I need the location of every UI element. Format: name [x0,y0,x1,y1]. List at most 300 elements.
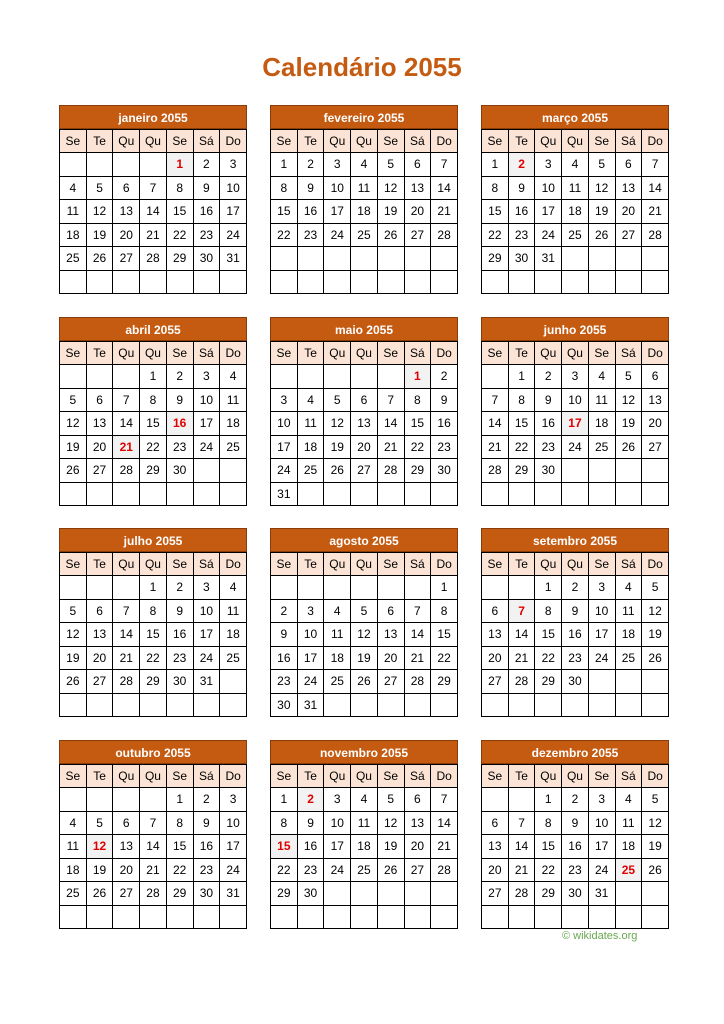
day-cell[interactable]: 12 [60,412,87,436]
day-cell[interactable]: 28 [482,459,509,483]
day-cell[interactable]: 25 [562,223,589,247]
day-cell[interactable]: 25 [297,459,324,483]
day-cell[interactable]: 23 [535,435,562,459]
day-cell[interactable]: 20 [377,646,404,670]
day-cell[interactable]: 19 [324,435,351,459]
day-cell[interactable]: 30 [535,459,562,483]
day-cell[interactable]: 8 [535,811,562,835]
day-cell[interactable]: 27 [404,858,431,882]
day-cell[interactable]: 14 [140,200,167,224]
day-cell[interactable]: 4 [351,153,378,177]
day-cell[interactable]: 15 [535,623,562,647]
day-cell[interactable]: 27 [351,459,378,483]
day-cell[interactable]: 28 [404,670,431,694]
day-cell[interactable]: 25 [220,646,247,670]
day-cell[interactable]: 5 [615,365,642,389]
day-cell[interactable]: 5 [86,811,113,835]
day-cell[interactable]: 26 [377,223,404,247]
holiday-day-cell[interactable]: 21 [113,435,140,459]
day-cell[interactable]: 18 [588,412,615,436]
day-cell[interactable]: 4 [60,176,87,200]
day-cell[interactable]: 11 [351,811,378,835]
day-cell[interactable]: 22 [404,435,431,459]
day-cell[interactable]: 17 [324,835,351,859]
day-cell[interactable]: 30 [562,882,589,906]
day-cell[interactable]: 13 [482,623,509,647]
day-cell[interactable]: 18 [351,200,378,224]
day-cell[interactable]: 11 [615,811,642,835]
day-cell[interactable]: 13 [377,623,404,647]
day-cell[interactable]: 1 [271,788,298,812]
day-cell[interactable]: 1 [431,576,458,600]
day-cell[interactable]: 22 [166,223,193,247]
day-cell[interactable]: 23 [562,646,589,670]
day-cell[interactable]: 14 [642,176,669,200]
day-cell[interactable]: 6 [86,388,113,412]
day-cell[interactable]: 9 [166,388,193,412]
day-cell[interactable]: 28 [140,882,167,906]
day-cell[interactable]: 3 [324,788,351,812]
day-cell[interactable]: 8 [140,388,167,412]
day-cell[interactable]: 31 [220,882,247,906]
day-cell[interactable]: 14 [482,412,509,436]
holiday-day-cell[interactable]: 2 [297,788,324,812]
day-cell[interactable]: 27 [113,247,140,271]
day-cell[interactable]: 5 [351,599,378,623]
day-cell[interactable]: 29 [508,459,535,483]
day-cell[interactable]: 2 [271,599,298,623]
day-cell[interactable]: 12 [377,811,404,835]
day-cell[interactable]: 24 [220,858,247,882]
holiday-day-cell[interactable]: 17 [562,412,589,436]
day-cell[interactable]: 10 [324,176,351,200]
holiday-day-cell[interactable]: 15 [271,835,298,859]
day-cell[interactable]: 26 [324,459,351,483]
day-cell[interactable]: 30 [193,247,220,271]
day-cell[interactable]: 22 [482,223,509,247]
day-cell[interactable]: 9 [431,388,458,412]
day-cell[interactable]: 9 [193,811,220,835]
day-cell[interactable]: 10 [588,811,615,835]
day-cell[interactable]: 27 [642,435,669,459]
day-cell[interactable]: 5 [324,388,351,412]
day-cell[interactable]: 18 [324,646,351,670]
day-cell[interactable]: 7 [482,388,509,412]
day-cell[interactable]: 16 [562,623,589,647]
day-cell[interactable]: 3 [193,365,220,389]
day-cell[interactable]: 31 [297,693,324,717]
day-cell[interactable]: 20 [482,858,509,882]
day-cell[interactable]: 22 [140,435,167,459]
day-cell[interactable]: 2 [166,576,193,600]
day-cell[interactable]: 6 [113,811,140,835]
day-cell[interactable]: 15 [404,412,431,436]
day-cell[interactable]: 22 [508,435,535,459]
day-cell[interactable]: 7 [508,811,535,835]
day-cell[interactable]: 23 [271,670,298,694]
day-cell[interactable]: 17 [220,835,247,859]
day-cell[interactable]: 26 [642,858,669,882]
day-cell[interactable]: 15 [535,835,562,859]
day-cell[interactable]: 6 [482,599,509,623]
day-cell[interactable]: 23 [508,223,535,247]
day-cell[interactable]: 11 [562,176,589,200]
day-cell[interactable]: 10 [271,412,298,436]
day-cell[interactable]: 28 [431,858,458,882]
day-cell[interactable]: 21 [404,646,431,670]
day-cell[interactable]: 3 [588,788,615,812]
day-cell[interactable]: 7 [431,788,458,812]
day-cell[interactable]: 7 [113,388,140,412]
day-cell[interactable]: 17 [271,435,298,459]
day-cell[interactable]: 1 [482,153,509,177]
day-cell[interactable]: 11 [60,200,87,224]
day-cell[interactable]: 17 [588,835,615,859]
day-cell[interactable]: 3 [193,576,220,600]
day-cell[interactable]: 13 [113,835,140,859]
day-cell[interactable]: 6 [404,788,431,812]
day-cell[interactable]: 9 [297,811,324,835]
day-cell[interactable]: 21 [140,858,167,882]
day-cell[interactable]: 17 [324,200,351,224]
day-cell[interactable]: 26 [588,223,615,247]
day-cell[interactable]: 5 [377,153,404,177]
day-cell[interactable]: 24 [193,646,220,670]
day-cell[interactable]: 18 [351,835,378,859]
day-cell[interactable]: 20 [351,435,378,459]
day-cell[interactable]: 14 [113,412,140,436]
day-cell[interactable]: 16 [297,200,324,224]
day-cell[interactable]: 6 [377,599,404,623]
day-cell[interactable]: 23 [193,858,220,882]
day-cell[interactable]: 11 [297,412,324,436]
day-cell[interactable]: 6 [113,176,140,200]
day-cell[interactable]: 14 [508,623,535,647]
day-cell[interactable]: 10 [324,811,351,835]
day-cell[interactable]: 10 [193,599,220,623]
day-cell[interactable]: 18 [60,223,87,247]
day-cell[interactable]: 19 [642,623,669,647]
day-cell[interactable]: 12 [615,388,642,412]
day-cell[interactable]: 12 [377,176,404,200]
day-cell[interactable]: 4 [615,788,642,812]
day-cell[interactable]: 11 [220,388,247,412]
day-cell[interactable]: 22 [535,858,562,882]
day-cell[interactable]: 29 [166,247,193,271]
day-cell[interactable]: 12 [351,623,378,647]
day-cell[interactable]: 12 [60,623,87,647]
day-cell[interactable]: 15 [166,835,193,859]
day-cell[interactable]: 28 [508,882,535,906]
day-cell[interactable]: 1 [140,576,167,600]
day-cell[interactable]: 6 [482,811,509,835]
day-cell[interactable]: 14 [404,623,431,647]
day-cell[interactable]: 20 [86,646,113,670]
day-cell[interactable]: 2 [431,365,458,389]
day-cell[interactable]: 14 [113,623,140,647]
day-cell[interactable]: 1 [508,365,535,389]
day-cell[interactable]: 19 [642,835,669,859]
day-cell[interactable]: 30 [193,882,220,906]
day-cell[interactable]: 15 [140,412,167,436]
day-cell[interactable]: 13 [351,412,378,436]
day-cell[interactable]: 4 [562,153,589,177]
day-cell[interactable]: 8 [535,599,562,623]
day-cell[interactable]: 14 [431,176,458,200]
day-cell[interactable]: 7 [404,599,431,623]
holiday-day-cell[interactable]: 7 [508,599,535,623]
day-cell[interactable]: 2 [562,788,589,812]
holiday-day-cell[interactable]: 1 [404,365,431,389]
day-cell[interactable]: 10 [562,388,589,412]
day-cell[interactable]: 21 [642,200,669,224]
holiday-day-cell[interactable]: 2 [508,153,535,177]
day-cell[interactable]: 1 [271,153,298,177]
holiday-day-cell[interactable]: 12 [86,835,113,859]
day-cell[interactable]: 26 [86,247,113,271]
day-cell[interactable]: 9 [271,623,298,647]
day-cell[interactable]: 5 [588,153,615,177]
day-cell[interactable]: 29 [535,670,562,694]
day-cell[interactable]: 12 [642,811,669,835]
day-cell[interactable]: 12 [86,200,113,224]
day-cell[interactable]: 4 [60,811,87,835]
day-cell[interactable]: 1 [140,365,167,389]
day-cell[interactable]: 22 [431,646,458,670]
day-cell[interactable]: 8 [166,176,193,200]
day-cell[interactable]: 23 [562,858,589,882]
day-cell[interactable]: 26 [615,435,642,459]
day-cell[interactable]: 9 [562,811,589,835]
day-cell[interactable]: 31 [588,882,615,906]
day-cell[interactable]: 21 [113,646,140,670]
day-cell[interactable]: 15 [271,200,298,224]
day-cell[interactable]: 10 [588,599,615,623]
day-cell[interactable]: 28 [642,223,669,247]
day-cell[interactable]: 25 [60,882,87,906]
day-cell[interactable]: 21 [508,858,535,882]
day-cell[interactable]: 8 [271,811,298,835]
day-cell[interactable]: 22 [535,646,562,670]
day-cell[interactable]: 4 [615,576,642,600]
day-cell[interactable]: 10 [220,811,247,835]
day-cell[interactable]: 21 [431,200,458,224]
day-cell[interactable]: 18 [562,200,589,224]
holiday-day-cell[interactable]: 25 [615,858,642,882]
day-cell[interactable]: 30 [562,670,589,694]
footer-credit[interactable]: © wikidates.org [562,930,638,942]
day-cell[interactable]: 18 [220,623,247,647]
day-cell[interactable]: 14 [508,835,535,859]
day-cell[interactable]: 9 [193,176,220,200]
day-cell[interactable]: 29 [482,247,509,271]
day-cell[interactable]: 8 [508,388,535,412]
day-cell[interactable]: 13 [642,388,669,412]
day-cell[interactable]: 21 [431,835,458,859]
day-cell[interactable]: 27 [615,223,642,247]
day-cell[interactable]: 15 [140,623,167,647]
day-cell[interactable]: 8 [431,599,458,623]
day-cell[interactable]: 27 [86,670,113,694]
day-cell[interactable]: 28 [140,247,167,271]
day-cell[interactable]: 18 [615,623,642,647]
day-cell[interactable]: 22 [271,858,298,882]
day-cell[interactable]: 20 [642,412,669,436]
day-cell[interactable]: 23 [166,435,193,459]
day-cell[interactable]: 19 [60,435,87,459]
day-cell[interactable]: 7 [377,388,404,412]
day-cell[interactable]: 15 [482,200,509,224]
day-cell[interactable]: 4 [324,599,351,623]
day-cell[interactable]: 25 [60,247,87,271]
day-cell[interactable]: 22 [271,223,298,247]
day-cell[interactable]: 19 [60,646,87,670]
day-cell[interactable]: 18 [615,835,642,859]
day-cell[interactable]: 5 [86,176,113,200]
day-cell[interactable]: 17 [588,623,615,647]
day-cell[interactable]: 20 [404,200,431,224]
day-cell[interactable]: 9 [508,176,535,200]
day-cell[interactable]: 17 [535,200,562,224]
day-cell[interactable]: 6 [404,153,431,177]
day-cell[interactable]: 30 [271,693,298,717]
day-cell[interactable]: 23 [166,646,193,670]
day-cell[interactable]: 9 [562,599,589,623]
day-cell[interactable]: 3 [588,576,615,600]
day-cell[interactable]: 26 [377,858,404,882]
day-cell[interactable]: 29 [140,670,167,694]
day-cell[interactable]: 16 [535,412,562,436]
day-cell[interactable]: 17 [297,646,324,670]
day-cell[interactable]: 23 [297,858,324,882]
day-cell[interactable]: 1 [535,788,562,812]
day-cell[interactable]: 10 [193,388,220,412]
day-cell[interactable]: 18 [297,435,324,459]
day-cell[interactable]: 11 [351,176,378,200]
day-cell[interactable]: 24 [588,858,615,882]
day-cell[interactable]: 28 [113,670,140,694]
day-cell[interactable]: 26 [642,646,669,670]
day-cell[interactable]: 6 [351,388,378,412]
day-cell[interactable]: 16 [193,835,220,859]
day-cell[interactable]: 2 [193,153,220,177]
day-cell[interactable]: 25 [220,435,247,459]
day-cell[interactable]: 5 [642,576,669,600]
day-cell[interactable]: 29 [431,670,458,694]
day-cell[interactable]: 24 [588,646,615,670]
day-cell[interactable]: 25 [588,435,615,459]
day-cell[interactable]: 28 [377,459,404,483]
day-cell[interactable]: 4 [588,365,615,389]
day-cell[interactable]: 19 [86,223,113,247]
day-cell[interactable]: 28 [431,223,458,247]
day-cell[interactable]: 30 [431,459,458,483]
holiday-day-cell[interactable]: 16 [166,412,193,436]
day-cell[interactable]: 13 [615,176,642,200]
holiday-day-cell[interactable]: 1 [166,153,193,177]
day-cell[interactable]: 7 [113,599,140,623]
day-cell[interactable]: 27 [113,882,140,906]
day-cell[interactable]: 14 [377,412,404,436]
day-cell[interactable]: 8 [140,599,167,623]
day-cell[interactable]: 13 [113,200,140,224]
day-cell[interactable]: 20 [615,200,642,224]
day-cell[interactable]: 24 [535,223,562,247]
day-cell[interactable]: 14 [431,811,458,835]
day-cell[interactable]: 28 [113,459,140,483]
day-cell[interactable]: 13 [404,176,431,200]
day-cell[interactable]: 26 [351,670,378,694]
day-cell[interactable]: 19 [351,646,378,670]
day-cell[interactable]: 15 [431,623,458,647]
day-cell[interactable]: 4 [297,388,324,412]
day-cell[interactable]: 10 [535,176,562,200]
day-cell[interactable]: 4 [220,576,247,600]
day-cell[interactable]: 19 [377,835,404,859]
day-cell[interactable]: 27 [482,882,509,906]
day-cell[interactable]: 8 [166,811,193,835]
day-cell[interactable]: 18 [60,858,87,882]
day-cell[interactable]: 13 [86,412,113,436]
day-cell[interactable]: 29 [140,459,167,483]
day-cell[interactable]: 24 [297,670,324,694]
day-cell[interactable]: 2 [535,365,562,389]
day-cell[interactable]: 17 [193,412,220,436]
day-cell[interactable]: 3 [220,153,247,177]
day-cell[interactable]: 19 [588,200,615,224]
day-cell[interactable]: 3 [562,365,589,389]
day-cell[interactable]: 5 [642,788,669,812]
day-cell[interactable]: 29 [271,882,298,906]
day-cell[interactable]: 27 [377,670,404,694]
day-cell[interactable]: 31 [271,482,298,506]
day-cell[interactable]: 20 [113,223,140,247]
day-cell[interactable]: 16 [508,200,535,224]
day-cell[interactable]: 17 [193,623,220,647]
day-cell[interactable]: 23 [297,223,324,247]
day-cell[interactable]: 4 [351,788,378,812]
day-cell[interactable]: 31 [193,670,220,694]
day-cell[interactable]: 24 [324,223,351,247]
day-cell[interactable]: 24 [562,435,589,459]
day-cell[interactable]: 30 [166,459,193,483]
day-cell[interactable]: 24 [324,858,351,882]
day-cell[interactable]: 31 [220,247,247,271]
day-cell[interactable]: 25 [351,223,378,247]
day-cell[interactable]: 11 [615,599,642,623]
day-cell[interactable]: 3 [535,153,562,177]
day-cell[interactable]: 13 [404,811,431,835]
day-cell[interactable]: 10 [220,176,247,200]
day-cell[interactable]: 13 [482,835,509,859]
day-cell[interactable]: 24 [193,435,220,459]
day-cell[interactable]: 8 [482,176,509,200]
day-cell[interactable]: 27 [482,670,509,694]
day-cell[interactable]: 27 [404,223,431,247]
day-cell[interactable]: 24 [271,459,298,483]
day-cell[interactable]: 3 [324,153,351,177]
day-cell[interactable]: 16 [193,200,220,224]
day-cell[interactable]: 19 [377,200,404,224]
day-cell[interactable]: 6 [615,153,642,177]
day-cell[interactable]: 5 [60,388,87,412]
day-cell[interactable]: 12 [588,176,615,200]
day-cell[interactable]: 3 [297,599,324,623]
day-cell[interactable]: 29 [404,459,431,483]
day-cell[interactable]: 30 [508,247,535,271]
day-cell[interactable]: 19 [615,412,642,436]
day-cell[interactable]: 22 [140,646,167,670]
